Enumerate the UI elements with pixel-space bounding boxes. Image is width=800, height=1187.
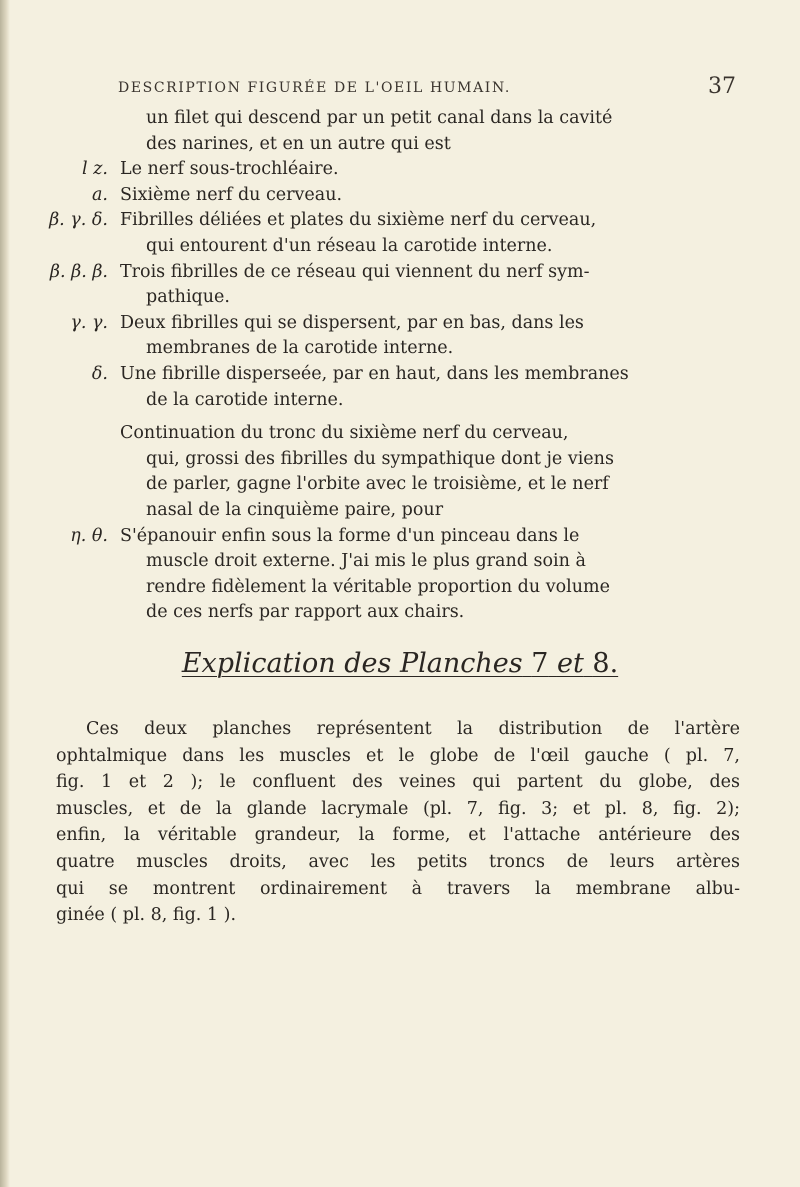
legend-text: Une fibrille disperseée, par en haut, dans les membranes bbox=[120, 363, 629, 384]
explanation-line: quatre muscles droits, avec les petits troncs de leurs artères bbox=[56, 851, 740, 872]
legend-entry bbox=[28, 524, 748, 626]
section-title-text: Explication des Planches bbox=[181, 648, 523, 679]
legend-key: δ. bbox=[91, 363, 108, 384]
continuation-line: de parler, gagne l'orbite avec le troisième, et le nerf bbox=[146, 474, 609, 495]
explanation-line: qui se montrent ordinairement à travers la membrane albu- bbox=[56, 878, 740, 899]
section-title bbox=[0, 648, 800, 679]
legend-key: η. θ. bbox=[70, 525, 108, 546]
legend-text: Fibrilles déliées et plates du sixième nerf du cerveau, bbox=[120, 210, 597, 231]
legend-text: Le nerf sous-trochléaire. bbox=[120, 159, 339, 180]
legend-continuation bbox=[28, 421, 748, 523]
legend-text: qui entourent d'un réseau la carotide interne. bbox=[146, 235, 553, 256]
legend-text: de la carotide interne. bbox=[146, 389, 344, 410]
explanation-line: muscles, et de la glande lacrymale (pl. 7, fig. 3; et pl. 8, fig. 2); bbox=[56, 798, 740, 819]
explanation-line: enfin, la véritable grandeur, la forme, et l'attache antérieure des bbox=[56, 825, 740, 846]
legend-text: S'épanouir enfin sous la forme d'un pinceau dans le bbox=[120, 525, 580, 546]
legend-key: γ. γ. bbox=[70, 312, 108, 333]
legend-intro bbox=[28, 106, 748, 157]
legend-text: Sixième nerf du cerveau. bbox=[120, 184, 343, 205]
legend-text: pathique. bbox=[146, 287, 230, 308]
legend-text: membranes de la carotide interne. bbox=[146, 338, 454, 359]
explanation-line: ginée ( pl. 8, fig. 1 ). bbox=[56, 905, 237, 926]
legend-text: Deux fibrilles qui se dispersent, par en bas, dans les bbox=[120, 312, 584, 333]
legend-key: l z. bbox=[82, 159, 108, 180]
explanation-paragraph bbox=[56, 716, 740, 929]
legend-intro-line: un filet qui descend par un petit canal dans la cavité bbox=[146, 108, 613, 128]
section-title-join: et bbox=[556, 648, 584, 679]
continuation-line: qui, grossi des fibrilles du sympathique dont je viens bbox=[146, 448, 614, 469]
page-binding-edge bbox=[0, 0, 10, 1187]
figure-legend bbox=[28, 106, 748, 626]
page-number: 37 bbox=[708, 74, 736, 99]
legend-key: a. bbox=[92, 184, 108, 205]
running-header bbox=[118, 74, 736, 99]
legend-intro-line: des narines, et en un autre qui est bbox=[146, 133, 451, 154]
legend-text: muscle droit externe. J'ai mis le plus grand soin à bbox=[146, 551, 586, 572]
legend-key: β. β. β. bbox=[49, 261, 108, 282]
running-title: DESCRIPTION FIGURÉE DE L'OEIL HUMAIN. bbox=[118, 80, 511, 96]
legend-text: de ces nerfs par rapport aux chairs. bbox=[146, 602, 465, 623]
legend-entry bbox=[28, 208, 748, 259]
legend-entry bbox=[28, 157, 748, 183]
continuation-line: Continuation du tronc du sixième nerf du cerveau, bbox=[120, 423, 569, 444]
section-title-number: 8. bbox=[592, 648, 619, 679]
explanation-line: Ces deux planches représentent la distribution de l'artère bbox=[86, 719, 740, 739]
legend-entry bbox=[28, 311, 748, 362]
legend-entry bbox=[28, 183, 748, 209]
continuation-line: nasal de la cinquième paire, pour bbox=[146, 499, 444, 520]
legend-text: rendre fidèlement la véritable proportion du volume bbox=[146, 576, 610, 597]
legend-text: Trois fibrilles de ce réseau qui viennent du nerf sym- bbox=[120, 261, 590, 282]
legend-entry bbox=[28, 260, 748, 311]
section-title-number: 7 bbox=[531, 648, 549, 679]
legend-key: β. γ. δ. bbox=[49, 210, 108, 231]
explanation-line: fig. 1 et 2 ); le confluent des veines qui partent du globe, des bbox=[56, 772, 740, 793]
explanation-line: ophtalmique dans les muscles et le globe de l'œil gauche ( pl. 7, bbox=[56, 745, 740, 766]
legend-entry bbox=[28, 362, 748, 413]
